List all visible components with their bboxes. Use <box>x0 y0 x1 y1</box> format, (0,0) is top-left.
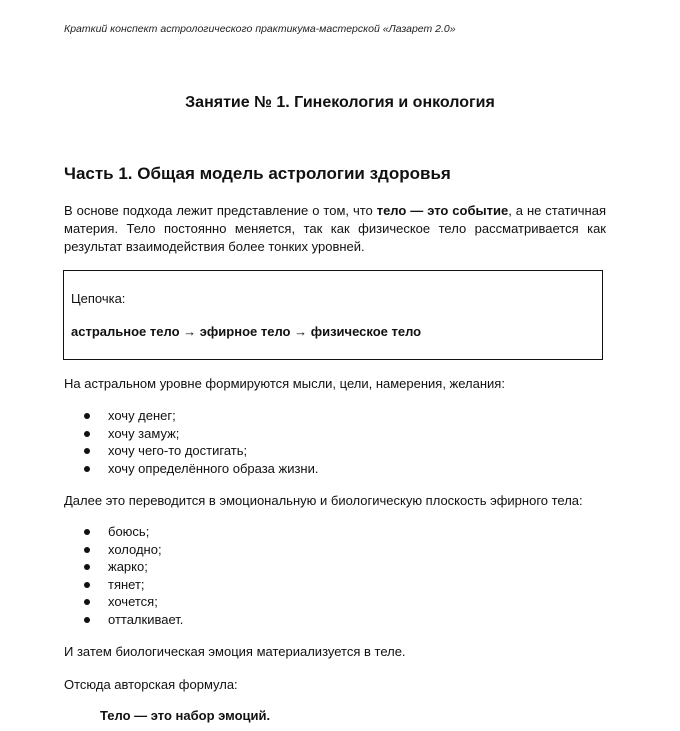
list-item: хочу чего-то достигать; <box>64 442 318 460</box>
list-item: жарко; <box>64 558 183 576</box>
formula: Тело — это набор эмоций. <box>100 708 271 723</box>
list-item: хочу денег; <box>64 407 318 425</box>
chain-box <box>63 270 603 360</box>
intro-paragraph <box>64 202 606 256</box>
list-item: хочу замуж; <box>64 425 318 443</box>
formula-intro: Отсюда авторская формула: <box>64 677 238 692</box>
etheric-intro: Далее это переводится в эмоциональную и биологическую плоскость эфирного тела: <box>64 493 583 508</box>
astral-intro: На астральном уровне формируются мысли, цели, намерения, желания: <box>64 376 505 391</box>
lesson-title: Занятие № 1. Гинекология и онкология <box>185 94 495 111</box>
part-title: Часть 1. Общая модель астрологии здоровья <box>64 164 451 183</box>
list-item: холодно; <box>64 541 183 559</box>
materialize-paragraph: И затем биологическая эмоция материализуется в теле. <box>64 644 406 659</box>
list-item: хочу определённого образа жизни. <box>64 460 318 478</box>
list-item: боюсь; <box>64 523 183 541</box>
chain-label: Цепочка: <box>71 291 126 306</box>
list-item: отталкивает. <box>64 611 183 629</box>
intro-text-start: В основе подхода лежит представление о том, что <box>64 203 377 218</box>
list-item: тянет; <box>64 576 183 594</box>
header-note: Краткий конспект астрологического практикума-мастерской «Лазарет 2.0» <box>64 23 456 35</box>
chain-value: астральное тело → эфирное тело → физическое тело <box>71 324 422 339</box>
astral-list <box>64 407 318 477</box>
intro-bold-phrase: тело — это событие <box>376 203 509 218</box>
etheric-list <box>64 523 183 629</box>
list-item: хочется; <box>64 593 183 611</box>
intro-text-end: , а не статичная материя. Тело постоянно меняется, так как физическое тело рассматривается как результат взаимодействия более тонких уровней. <box>64 203 606 254</box>
